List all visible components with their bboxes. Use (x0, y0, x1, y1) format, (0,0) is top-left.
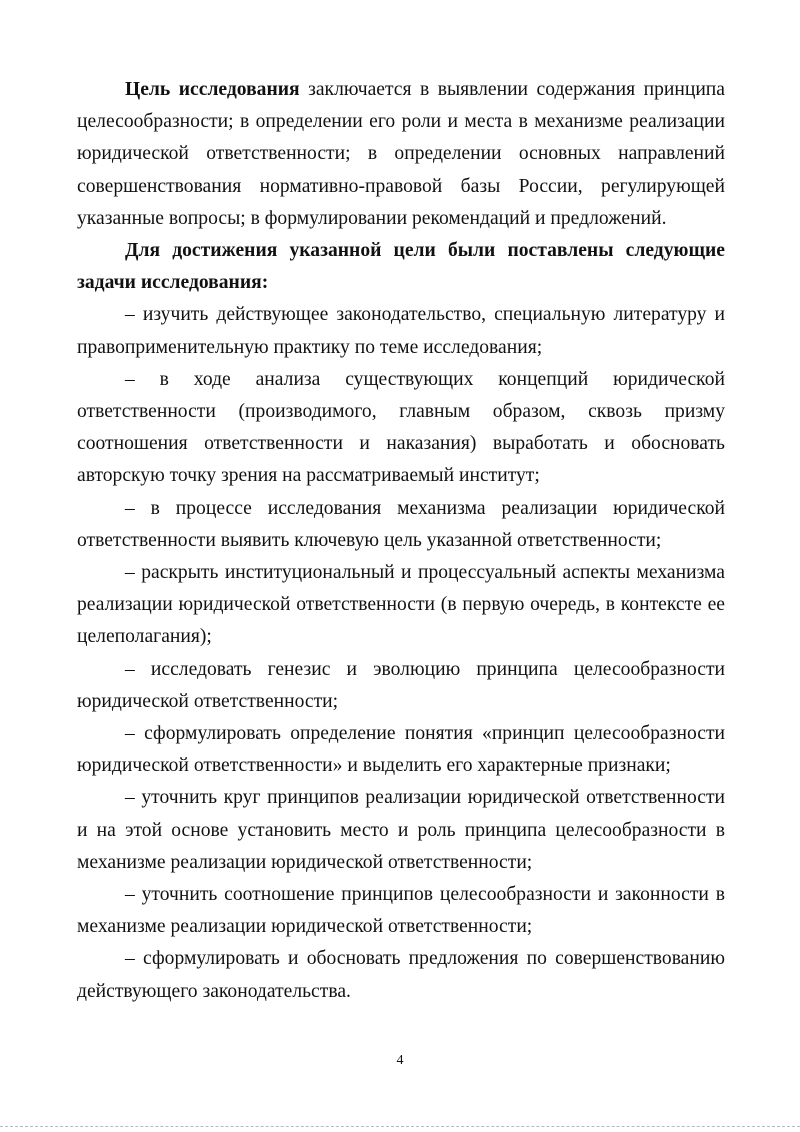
task-item-4: – раскрыть институциональный и процессуальный аспекты механизма реализации юридической ответственности (в первую очередь, в контексте ее целеполагания); (77, 562, 725, 648)
task-item-3: – в процессе исследования механизма реализации юридической ответственности выявить ключевую цель указанной ответственности; (77, 497, 725, 551)
research-goal-paragraph (77, 74, 725, 235)
tasks-heading: Для достижения указанной цели были поставлены следующие задачи исследования: (77, 240, 725, 294)
page-number: 4 (396, 1053, 404, 1068)
task-item-7: – уточнить круг принципов реализации юридической ответственности и на этой основе установить место и роль принципа целесообразности в механизме реализации юридической ответственности; (77, 787, 725, 873)
scan-edge-line (0, 1126, 800, 1127)
task-item-6: – сформулировать определение понятия «принцип целесообразности юридической ответственности» и выделить его характерные признаки; (77, 723, 725, 777)
task-item-1: – изучить действующее законодательство, специальную литературу и правоприменительную практику по теме исследования; (77, 304, 725, 358)
task-item-5: – исследовать генезис и эволюцию принципа целесообразности юридической ответственности; (77, 658, 725, 712)
task-item-2: – в ходе анализа существующих концепций юридической ответственности (производимого, главным образом, сквозь призму соотношения ответственности и наказания) выработать и обосновать авторскую точку зрения на рассматриваемый институт; (77, 368, 725, 487)
task-item-8: – уточнить соотношение принципов целесообразности и законности в механизме реализации юридической ответственности; (77, 884, 725, 938)
page-body (77, 74, 725, 1008)
research-goal-label: Цель исследования (125, 79, 300, 100)
research-goal-text: заключается в выявлении содержания принципа целесообразности; в определении его роли и места в механизме реализации юридической ответственности; в определении основных направлений совершенствования нормативно-правовой базы России, регулирующей указанные вопросы; в формулировании рекомендаций и предложений. (77, 79, 725, 229)
task-item-9: – сформулировать и обосновать предложения по совершенствованию действующего законодательства. (77, 948, 725, 1002)
